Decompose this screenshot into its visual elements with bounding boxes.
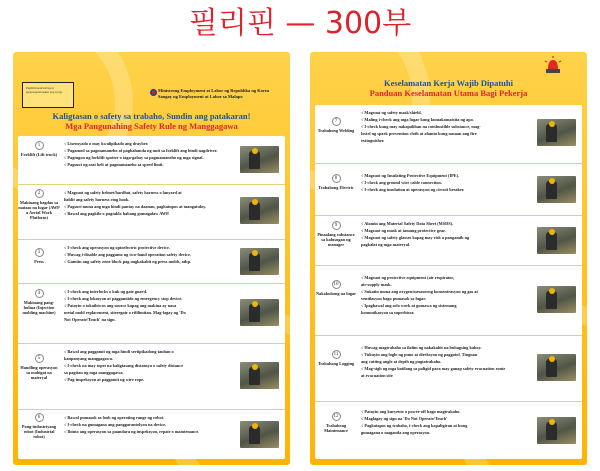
rule-text: √ Magsuot ng protective equipment (air respirator, air-supply mask. √ Sukatin muna ang oxygen/mesasorng konsentrasyon ng gas at ventilasyon bago pumasok sa lugar. √ Ipagbawal ang solo work at gumawa ng sistemang komunikasyon sa superbisor.	[361, 275, 478, 315]
right-poster	[310, 52, 587, 465]
page-title: 필리핀 — 300부	[188, 6, 412, 41]
rule-number: 2	[35, 189, 44, 198]
rule-text: √ Patayin ang kuryente o power-off bago magtrabaho. √ Maglagay ng sign na 'Do Not Operate/Touch' √ Pagkatapos ng trabaho, i-check ang kapaligiran at kung gumagana o maganda ang operasyon.	[361, 409, 468, 435]
rules-card	[315, 105, 582, 459]
rule-number: 6	[35, 413, 44, 422]
rule-text: √ Magsuot ng safety helmet/hardhat, safety harness o lanyard at liablit ang safety harness ring hook. √ Pagsuri muna ang mga hindi pantay na daanan, paghatupos at mangatuloy. √ Bawal ang pagkilo o pagtaklo habang gumagalaw AWP.	[64, 190, 207, 216]
rule-number: 11	[332, 350, 341, 359]
rule-text: √ Huwag magtrabaho sa ilalim ng nakakabit na bubagsing kahoy. √ Tukuyin ang loglo ng puno at direksyon ng paggotol. Tingnan ang cutting angle at depth ng pagtatrabaho. √ Mag-sigh ng mga batilang sa paligid para may ganap safety evacuation route at evacuation site	[361, 345, 506, 378]
rule-row	[315, 163, 582, 215]
rule-label: Trabahong Logging	[317, 361, 355, 366]
injection-molding-illustration	[240, 299, 279, 326]
rule-text: √ I-check ang operasyon ng optoelectric protective device. √ Huwag i-disable ang paggamo ng two-hand operation safety device. √ Gamitn ang safety zone block pag nagkakabit ng press molds, atbp.	[64, 245, 192, 264]
government-seal-icon	[150, 89, 157, 96]
rule-row	[315, 401, 582, 459]
rule-label: Trabahong Maintenance	[324, 423, 348, 433]
rule-row	[315, 215, 582, 265]
rule-label: Makinang pang-hulma (Injection molding machine)	[22, 300, 56, 315]
siren-light-icon	[543, 56, 563, 74]
poster-subheading: Mga Pangunahing Safety Rule ng Manggagawa	[65, 121, 238, 131]
rule-number: 9	[332, 221, 341, 230]
rule-number: 12	[333, 414, 339, 419]
logging-illustration	[537, 354, 576, 381]
rule-number: 7	[332, 117, 341, 126]
rule-number: 8	[332, 174, 341, 183]
rule-label: Forklift (Lift truck)	[20, 152, 58, 157]
rule-row	[315, 335, 582, 401]
ministry-line-1: Ministrong Employment at Labor ng Republika ng Korea	[158, 88, 270, 93]
confined-space-illustration	[537, 286, 576, 313]
rule-row	[18, 343, 285, 409]
rule-row	[18, 136, 285, 184]
rule-row	[18, 184, 285, 239]
rule-label: Makinang bagdao sa mataas na lugar (AWP a Aerial Work Platform)	[18, 200, 60, 220]
rule-row	[18, 409, 285, 459]
rule-row	[315, 265, 582, 335]
rule-text: √ I-check ang interlocks o kuk ng gate guard. √ I-check ang lokasyon at paggamitdo ng emergency stop device. √ Patayin o tokaihiwos ang source kapag ang makina ay nasa metal mold replacement, siteregair o rifilimitan. Mag-lagay ng 'Do Not Operate/Touch' na sign.	[64, 289, 186, 322]
rule-label: Trabahong Welding	[317, 128, 355, 133]
rule-label: Handling operasyon sa mabigat na materyal	[20, 365, 58, 380]
rule-text: √ Bawal ang paggamit ng mga hindi sertipikadong tauhan o kanpanyang manggagawa. √ I-check na may topet na kaligtasang distansya o safety distance sa pagitan ng mga manggagawa. √ Pag-inspeksyon at paggamit ng wire rope.	[64, 349, 184, 382]
poster-subheading: Panduan Keselamatan Utama Bagi Pekerja	[369, 88, 528, 98]
hazardous-substance-illustration	[537, 227, 576, 254]
rule-number: 1	[35, 141, 44, 150]
rule-text: √ Lisensyado o may kwalipikado ang drayber. √ Pagamod sa pagmamaneho at paghahanda ng unit sa forklift ang hindi nagdriver. √ Pagtugon ng forklift spotter o taga-gabay sa pagmamaneho ng mga signal. √ Pagsuot ng seat belt at pagmamaneho sa speed limit.	[64, 141, 218, 167]
slogan-logo-box: Pagbibinandeoshing at pangungalanngkan ang iyong	[22, 82, 74, 108]
rule-text: √ Magsuot ng safety mask/shield. √ Maling i-check ang mga lugar kung kumakamatsita ng apo. √ I-check kung may nakapaliban na combustible substance, mag- lostel ng spark prevention cloth at alamin kung nasaan ang fire extinguisher.	[361, 110, 481, 143]
rule-number: 3	[35, 248, 44, 257]
rule-row	[315, 105, 582, 163]
rule-label: Pinaalang substance sa kalusugan ng manager	[317, 232, 355, 247]
rules-card	[18, 136, 285, 459]
rule-row	[18, 283, 285, 343]
heavy-material-illustration	[240, 362, 279, 389]
ministry-header	[158, 88, 286, 99]
rule-label: Press	[34, 259, 44, 264]
industrial-robot-illustration	[240, 421, 279, 448]
rule-label: Nakakubong na lugar	[315, 291, 357, 296]
rule-row	[18, 239, 285, 283]
poster-heading: Kaligtasan o safety sa trabaho, Sundin ang patakaran!	[52, 111, 251, 121]
maintenance-illustration	[537, 417, 576, 444]
ministry-line-2: Sangay ng Employment at Labor sa Malapo	[158, 93, 243, 99]
rule-label: Trabahong Electric	[318, 185, 354, 190]
left-poster	[13, 52, 290, 465]
poster-heading: Keselamatan Kerja Wajib Dipatuhi	[384, 78, 513, 88]
forklift-illustration	[240, 146, 279, 173]
rule-text: √ Magsuot ng Insulating Protective Equipment (IPE). √ I-check ang ground wire cable connection. √ I-check ang insulation at operasyon ng circuit breaker.	[361, 173, 465, 192]
rule-text: √ Bawal pumasok sa loob ng operating range ng robot. √ I-check na gumagana ang panggarantolyon na device. √ Ihinto ang operasyon sa paandara ng inspeksyon, repair o maintenance.	[64, 415, 200, 434]
rule-number: 4	[35, 289, 44, 298]
rule-number: 5	[35, 354, 44, 363]
rule-label: Pang-industriyang robot (Industrial robot)	[21, 424, 57, 439]
welding-illustration	[537, 119, 576, 146]
rule-text: √ Alamin ang Material Safety Data Sheet (MSDS). √ Magsuot ng mask at tamang protective gear. √ Magsuot ng safety glasses kapag may risk a pangamib ng pagkalat ng mga materyal.	[361, 221, 470, 247]
rule-number: 10	[333, 282, 339, 287]
press-illustration	[240, 248, 279, 275]
electric-work-illustration	[537, 176, 576, 203]
aerial-platform-illustration	[240, 197, 279, 224]
